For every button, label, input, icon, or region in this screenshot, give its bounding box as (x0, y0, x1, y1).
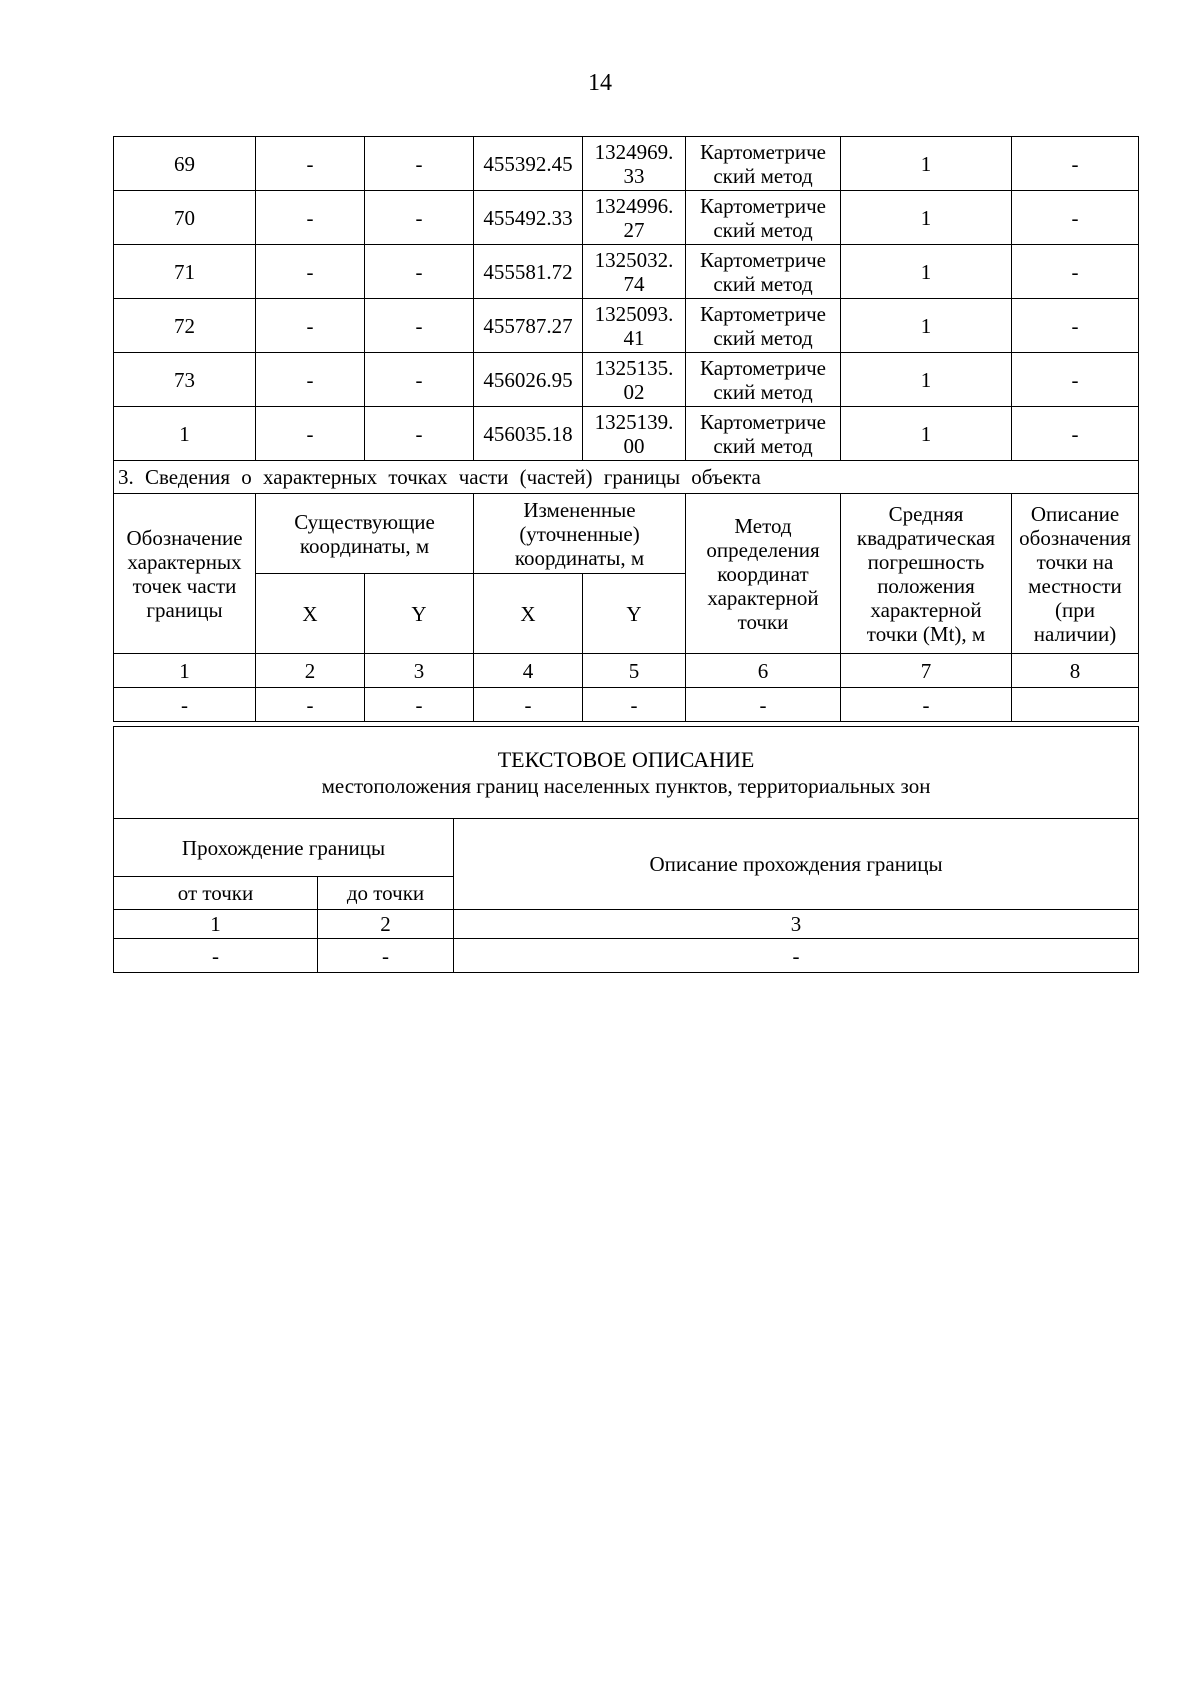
y-changed: 1325135. 02 (583, 353, 686, 407)
table-cell: - (474, 688, 583, 722)
column-number: 7 (841, 654, 1012, 688)
x-changed: 455581.72 (474, 245, 583, 299)
title-row (114, 727, 1139, 819)
x-existing: - (256, 245, 365, 299)
x-changed: 456026.95 (474, 353, 583, 407)
x-existing: - (256, 353, 365, 407)
header-x-existing: X (256, 574, 365, 654)
header-passage: Прохождение границы (114, 819, 454, 877)
column-number: 1 (114, 654, 256, 688)
column-number: 3 (454, 910, 1139, 939)
point-number: 69 (114, 137, 256, 191)
column-number: 5 (583, 654, 686, 688)
table-row (114, 353, 1139, 407)
section-title-row (114, 461, 1139, 494)
column-numbers-row (114, 654, 1139, 688)
header-x-changed: X (474, 574, 583, 654)
method: Картометриче ский метод (686, 191, 841, 245)
header-existing-coords: Существующие координаты, м (256, 494, 474, 574)
point-number: 71 (114, 245, 256, 299)
y-changed: 1325032. 74 (583, 245, 686, 299)
y-existing: - (365, 299, 474, 353)
table-row (114, 137, 1139, 191)
header-method: Метод определения координат характерной точки (686, 494, 841, 654)
column-number: 1 (114, 910, 318, 939)
table-cell: - (583, 688, 686, 722)
y-existing: - (365, 407, 474, 461)
section-3-title: 3. Сведения о характерных точках части (частей) границы объекта (114, 461, 1139, 494)
table-row (114, 245, 1139, 299)
y-changed: 1325093. 41 (583, 299, 686, 353)
table-cell: - (841, 688, 1012, 722)
point-number: 73 (114, 353, 256, 407)
point-number: 72 (114, 299, 256, 353)
point-description: - (1012, 407, 1139, 461)
text-description-title (114, 727, 1139, 819)
column-number: 8 (1012, 654, 1139, 688)
x-existing: - (256, 299, 365, 353)
table-cell: - (114, 688, 256, 722)
header-changed-coords: Измененные (уточненные) координаты, м (474, 494, 686, 574)
point-description: - (1012, 191, 1139, 245)
column-number: 6 (686, 654, 841, 688)
x-existing: - (256, 137, 365, 191)
header-row (114, 819, 1139, 877)
x-existing: - (256, 407, 365, 461)
table-cell: - (686, 688, 841, 722)
header-y-changed: Y (583, 574, 686, 654)
y-existing: - (365, 245, 474, 299)
accuracy: 1 (841, 191, 1012, 245)
accuracy: 1 (841, 353, 1012, 407)
header-description: Описание обозначения точки на местности (при наличии) (1012, 494, 1139, 654)
x-changed: 455392.45 (474, 137, 583, 191)
x-changed: 455787.27 (474, 299, 583, 353)
point-number: 1 (114, 407, 256, 461)
table-cell: - (256, 688, 365, 722)
accuracy: 1 (841, 407, 1012, 461)
y-changed: 1324969. 33 (583, 137, 686, 191)
point-description: - (1012, 299, 1139, 353)
x-existing: - (256, 191, 365, 245)
table-row (114, 688, 1139, 722)
point-description: - (1012, 353, 1139, 407)
text-description-table (113, 726, 1139, 973)
method: Картометриче ский метод (686, 137, 841, 191)
table-row (114, 299, 1139, 353)
header-from-point: от точки (114, 877, 318, 910)
header-point: Обозначение характерных точек части границы (114, 494, 256, 654)
accuracy: 1 (841, 137, 1012, 191)
document-subtitle: местоположения границ населенных пунктов, территориальных зон (321, 773, 931, 798)
header-to-point: до точки (318, 877, 454, 910)
document-title: ТЕКСТОВОЕ ОПИСАНИЕ (497, 746, 755, 772)
column-number: 2 (256, 654, 365, 688)
table-row (114, 191, 1139, 245)
x-changed: 456035.18 (474, 407, 583, 461)
column-number: 3 (365, 654, 474, 688)
method: Картометриче ский метод (686, 407, 841, 461)
x-changed: 455492.33 (474, 191, 583, 245)
header-accuracy: Средняя квадратическая погрешность положения характерной точки (Mt), м (841, 494, 1012, 654)
column-number: 4 (474, 654, 583, 688)
y-existing: - (365, 191, 474, 245)
point-description: - (1012, 137, 1139, 191)
y-existing: - (365, 353, 474, 407)
header-passage-description: Описание прохождения границы (454, 819, 1139, 910)
column-number: 2 (318, 910, 454, 939)
page-number: 14 (588, 70, 612, 96)
table-cell: - (114, 939, 318, 973)
point-number: 70 (114, 191, 256, 245)
method: Картометриче ский метод (686, 245, 841, 299)
accuracy: 1 (841, 245, 1012, 299)
table-cell: - (454, 939, 1139, 973)
header-row (114, 494, 1139, 574)
point-description: - (1012, 245, 1139, 299)
y-changed: 1325139. 00 (583, 407, 686, 461)
coordinates-table (113, 136, 1139, 722)
table-cell: - (365, 688, 474, 722)
table-row (114, 407, 1139, 461)
accuracy: 1 (841, 299, 1012, 353)
table-row (114, 939, 1139, 973)
table-cell (1012, 688, 1139, 722)
table-cell: - (318, 939, 454, 973)
method: Картометриче ский метод (686, 353, 841, 407)
header-y-existing: Y (365, 574, 474, 654)
y-changed: 1324996. 27 (583, 191, 686, 245)
method: Картометриче ский метод (686, 299, 841, 353)
y-existing: - (365, 137, 474, 191)
column-numbers-row (114, 910, 1139, 939)
